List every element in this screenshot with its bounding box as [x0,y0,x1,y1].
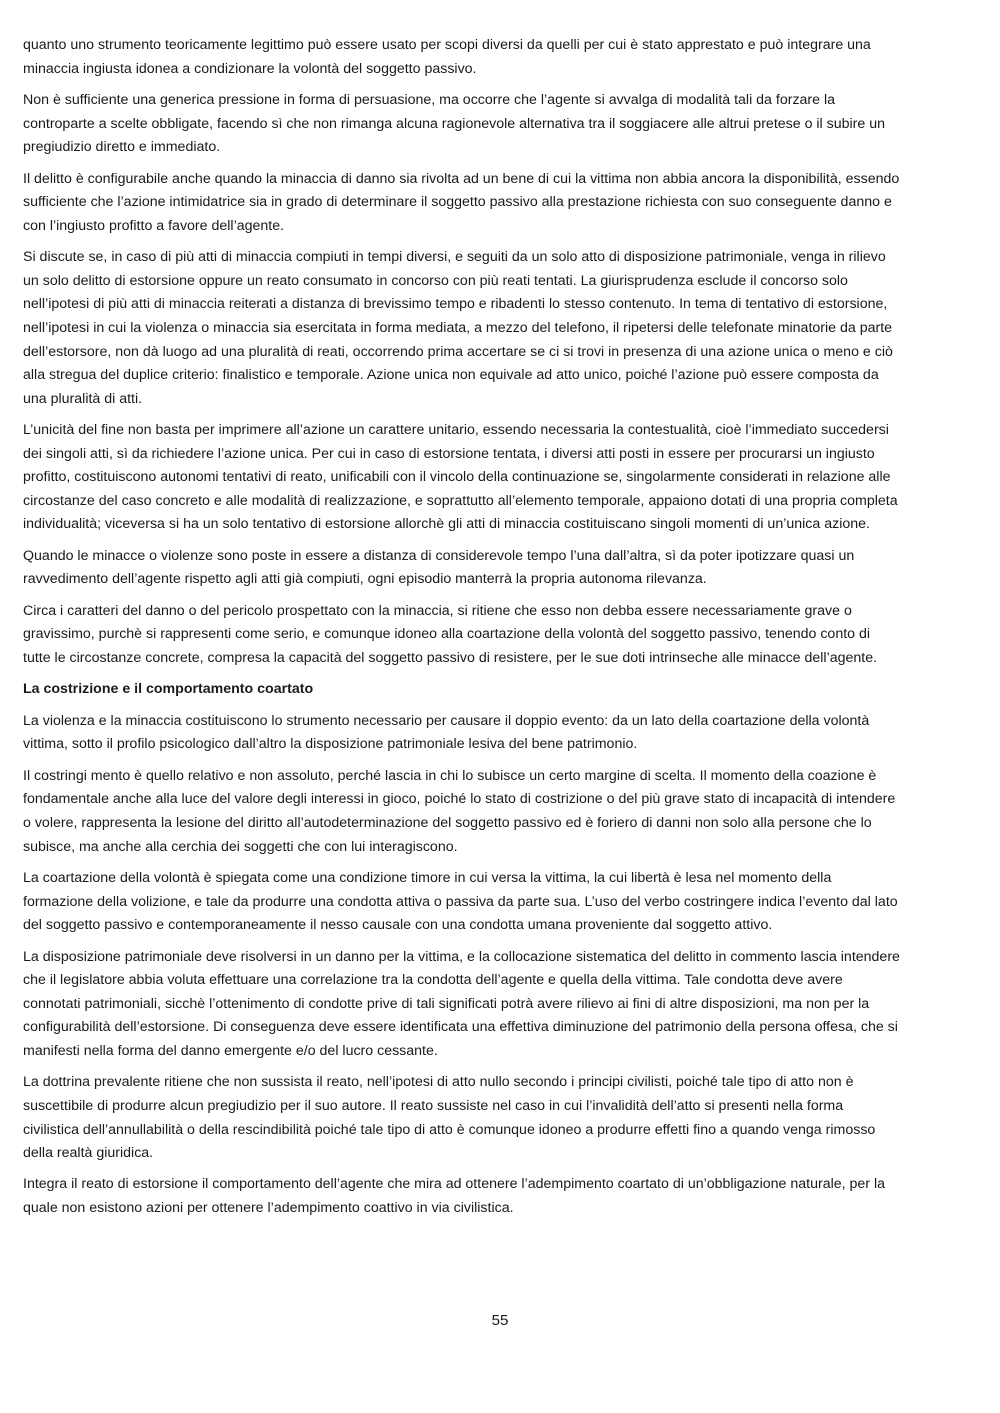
paragraph: Integra il reato di estorsione il comportamento dell’agente che mira ad ottenere l’adempimento coartato di un’obbligazione naturale, per la quale non esistono azioni per ottenere l’adempimento coattivo in via civilistica. [23,1176,886,1217]
paragraph: L’unicità del fine non basta per imprimere all’azione un carattere unitario, essendo necessaria la contestualità, cioè l’immediato succedersi dei singoli atti, sì da richiedere l’azione unica. Per cui in caso di estorsione tentata, i diversi atti posti in essere per procurarsi un ingiusto profitto, costituiscono autonomi tentativi di reato, unificabili con il vincolo della continuazione se, singolarmente considerati in relazione alle circostanze del caso concreto e alle modalità di realizzazione, e soprattutto all’elemento temporale, appaiono dotati di una propria completa individualità; viceversa si ha un solo tentativo di estorsione allorchè gli atti di minaccia costituiscano singoli momenti di un’unica azione. [23,422,898,533]
paragraph: La dottrina prevalente ritiene che non sussista il reato, nell’ipotesi di atto nullo secondo i principi civilisti, poiché tale tipo di atto non è suscettibile di produrre alcun pregiudizio per il suo autore. Il reato sussiste nel caso in cui l’invalidità dell’atto si presenti nella forma civilistica dell’annullabilità o della rescindibilità poiché tale tipo di atto è comunque idoneo a produrre effetti fino a quando venga rimosso della realtà giuridica. [23,1074,876,1162]
paragraph: La coartazione della volontà è spiegata come una condizione timore in cui versa la vittima, la cui libertà è lesa nel momento della formazione della volizione, e tale da produrre una condotta attiva o passiva da parte sua. L’uso del verbo costringere indica l’evento dal lato del soggetto passivo e contemporaneamente il nesso causale con una condotta umana proveniente dal soggetto attivo. [23,869,898,934]
paragraph: Quando le minacce o violenze sono poste in essere a distanza di considerevole tempo l’una dall’altra, sì da poter ipotizzare quasi un ravvedimento dell’agente rispetto agli atti già compiuti, ogni episodio manterrà la propria autonoma rilevanza. [23,547,855,588]
paragraph: Si discute se, in caso di più atti di minaccia compiuti in tempi diversi, e seguiti da un solo atto di disposizione patrimoniale, venga in rilievo un solo delitto di estorsione oppure un reato consumato in concorso con più reati tentati. La giurisprudenza esclude il concorso solo nell’ipotesi di più atti di minaccia reiterati a distanza di brevissimo tempo e ribadenti lo stesso contenuto. In tema di tentativo di estorsione, nell’ipotesi in cui la violenza o minaccia sia esercitata in forma mediata, a mezzo del telefono, il ripetersi delle telefonate minatorie da parte dell’estorsore, non dà luogo ad una pluralità di reati, occorrendo prima accertare se ci si trovi in presenza di una azione unica o meno e ciò alla stregua del duplice criterio: finalistico e temporale. Azione unica non equivale ad atto unico, poiché l’azione può essere composta da una pluralità di atti. [23,249,893,407]
paragraph: Il costringi mento è quello relativo e non assoluto, perché lascia in chi lo subisce un certo margine di scelta. Il momento della coazione è fondamentale anche alla luce del valore degli interessi in gioco, poiché lo stato di costrizione o del più grave stato di incapacità di intendere o volere, rappresenta la lesione del diritto all’autodeterminazione del soggetto passivo ed è foriero di danni non solo alla persone che lo subisce, ma anche alla cerchia dei soggetti che con lui interagiscono. [23,767,896,855]
page-number: 55 [491,1312,509,1329]
document-body [23,34,901,1228]
paragraph: Circa i caratteri del danno o del pericolo prospettato con la minaccia, si ritiene che esso non debba essere necessariamente grave o gravissimo, purchè si rappresenti come serio, e comunque idoneo alla coartazione della volontà del soggetto passivo, tenendo conto di tutte le circostanze concrete, compresa la capacità del soggetto passivo di resistere, per le sue doti intrinseche alle minacce dell’agente. [23,602,878,667]
paragraph: Il delitto è configurabile anche quando la minaccia di danno sia rivolta ad un bene di cui la vittima non abbia ancora la disponibilità, essendo sufficiente che l’azione intimidatrice sia in grado di determinare il soggetto passivo alla prestazione richiesta con suo conseguente danno e con l’ingiusto profitto a favore dell’agente. [23,170,900,234]
paragraph: La disposizione patrimoniale deve risolversi in un danno per la vittima, e la collocazione sistematica del delitto in commento lascia intendere che il legislatore abbia voluta effettuare una correlazione tra la condotta dell’agente e quella della vittima. Tale condotta deve avere connotati patrimoniali, sicchè l’ottenimento di condotte prive di tali significati potrà avere rilievo ai fini di altre disposizioni, ma non per la configurabilità dell’estorsione. Di conseguenza deve essere identificata una effettiva diminuzione del patrimonio della persona offesa, che si manifesti nella forma del danno emergente e/o del lucro cessante. [23,948,900,1059]
section-heading: La costrizione e il comportamento coartato [23,681,314,698]
paragraph: quanto uno strumento teoricamente legittimo può essere usato per scopi diversi da quelli per cui è stato apprestato e può integrare una minaccia ingiusta idonea a condizionare la volontà del soggetto passivo. [23,37,871,77]
paragraph: Non è sufficiente una generica pressione in forma di persuasione, ma occorre che l’agente si avvalga di modalità tali da forzare la controparte a scelte obbligate, facendo sì che non rimanga alcuna ragionevole alternativa tra il soggiacere alle altrui pretese o il subire un pregiudizio diretto e immediato. [23,91,886,156]
paragraph: La violenza e la minaccia costituiscono lo strumento necessario per causare il doppio evento: da un lato della coartazione della volontà vittima, sotto il profilo psicologico dall’altro la disposizione patrimoniale lesiva del bene patrimonio. [23,712,870,753]
